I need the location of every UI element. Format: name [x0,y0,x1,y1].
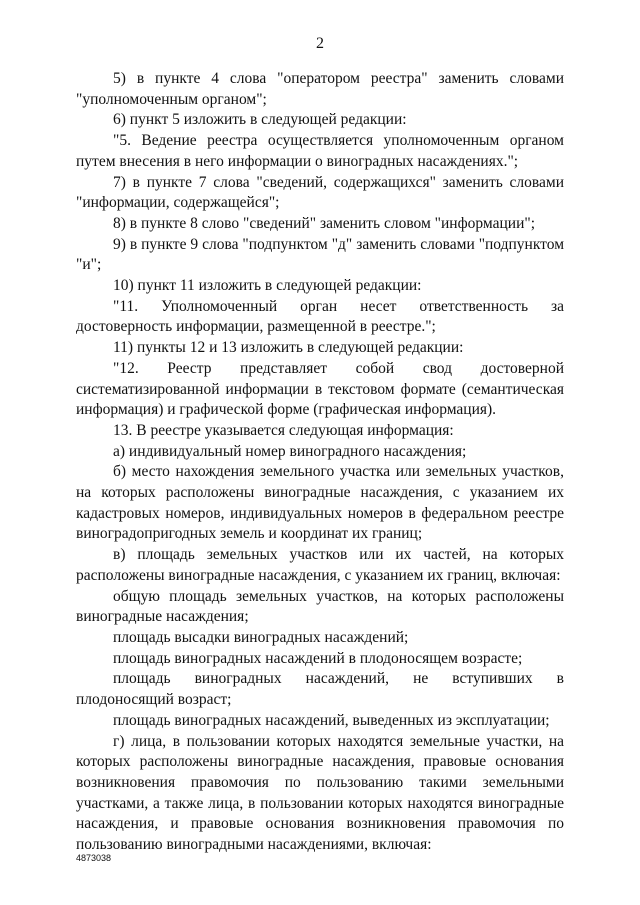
paragraph-quote-11: "11. Уполномоченный орган несет ответственность за достоверность информации, размещенной в реестре."; [76,297,568,336]
paragraph-area-nonfruiting: площадь виноградных насаждений, не вступивших в плодоносящий возраст; [76,670,568,709]
paragraph-area-planted: площадь высадки виноградных насаждений; [113,628,409,646]
paragraph-item-11: 11) пункты 12 и 13 изложить в следующей редакции: [113,339,464,357]
document-code: 4873038 [76,853,112,863]
paragraph-area-total: общую площадь земельных участков, на которых расположены виноградные насаждения; [76,587,568,626]
paragraph-item-6: 6) пункт 5 изложить в следующей редакции: [113,111,407,129]
paragraph-item-5: 5) в пункте 4 слова "оператором реестра" заменить словами "уполномоченным органом"; [76,70,568,108]
paragraph-subitem-a: а) индивидуальный номер виноградного насаждения; [113,442,467,460]
paragraph-area-fruiting: площадь виноградных насаждений в плодоносящем возрасте; [113,649,523,667]
paragraph-item-8: 8) в пункте 8 слово "сведений" заменить словом "информации"; [113,214,536,232]
paragraph-item-9: 9) в пункте 9 слова "подпунктом "д" заменить словами "подпунктом "и"; [76,235,568,274]
paragraph-subitem-b: б) место нахождения земельного участка или земельных участков, на которых расположены виноградные насаждения, с указанием их кадастровых номеров, индивидуальных номеров в федеральном реестре виноградопригодных земель и координат их границ; [76,463,568,543]
paragraph-quote-5: "5. Ведение реестра осуществляется уполномоченным органом путем внесения в него информации о виноградных насаждениях."; [76,132,568,170]
paragraph-quote-13: 13. В реестре указывается следующая информация: [113,421,454,439]
paragraph-area-decommissioned: площадь виноградных насаждений, выведенных из эксплуатации; [113,711,550,729]
paragraph-subitem-g: г) лица, в пользовании которых находятся земельные участки, на которых расположены виноградные насаждения, правовые основания возникновения правомочия по пользованию такими земельными участками, а также лица, в пользовании которых находятся виноградные насаждения, и правовые основания возникновения правомочия по пользованию виноградными насаждениями, включая: [76,732,568,854]
document-body [76,69,568,856]
paragraph-item-7: 7) в пункте 7 слова "сведений, содержащихся" заменить словами "информации, содержащейся"; [76,173,568,212]
paragraph-subitem-v: в) площадь земельных участков или их частей, на которых расположены виноградные насаждения, с указанием их границ, включая: [76,546,568,584]
paragraph-item-10: 10) пункт 11 изложить в следующей редакции: [113,277,422,295]
page-number: 2 [316,35,324,52]
paragraph-quote-12: "12. Реестр представляет собой свод достоверной систематизированной информации в текстовом формате (семантическая информация) и графической форме (графическая информация). [76,359,568,419]
